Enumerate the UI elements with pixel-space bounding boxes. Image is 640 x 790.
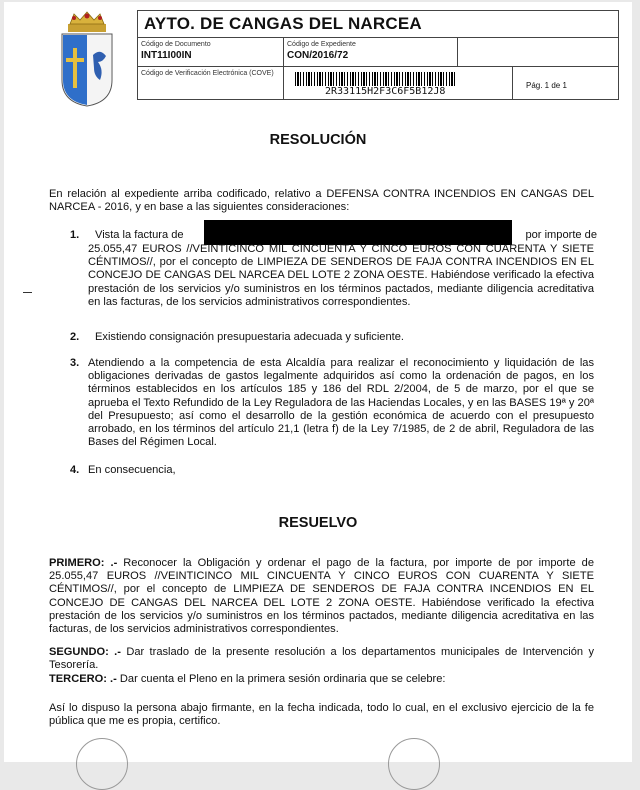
cove-code: 2R33115H2F3C6F5B12J8 bbox=[325, 86, 446, 97]
document-header bbox=[137, 10, 619, 100]
resolucion-title: RESOLUCIÓN bbox=[269, 132, 367, 148]
item-1-number: 1. bbox=[70, 229, 80, 241]
primero-text: Reconocer la Obligación y ordenar el pago de la factura, por importe de por importe de 25.055,47 EUROS //VEINTICINCO MIL CINCUENTA Y CINCO EUROS CON CUARENTA Y SIETE CÉNTIMOS//, por el concepto de LIMPIEZA DE SENDEROS DE FAJA CONTRA INCENDIOS EN EL CONCEJO DE CANGAS DEL NARCEA DEL LOTE 2 ZONA OESTE. Habiéndose verificado la efectiva prestación de los servicios y/o suministros en los términos pactados, mediante diligencia acreditativa en las facturas, de los servicios administrativos correspondientes. bbox=[49, 557, 594, 636]
org-name: AYTO. DE CANGAS DEL NARCEA bbox=[138, 11, 618, 38]
cove-label: Código de Verificación Electrónica (COVE) bbox=[141, 70, 274, 77]
primero-paragraph bbox=[49, 557, 594, 636]
item-3-number: 3. bbox=[70, 357, 80, 369]
item-1-start: Vista la factura de bbox=[95, 229, 184, 241]
resuelvo-title: RESUELVO bbox=[278, 515, 358, 531]
seal-stamp bbox=[388, 738, 440, 790]
item-2-number: 2. bbox=[70, 331, 80, 343]
redaction-block bbox=[204, 220, 512, 245]
seal-stamp bbox=[76, 738, 128, 790]
item-4-number: 4. bbox=[70, 464, 80, 476]
segundo-paragraph bbox=[49, 646, 594, 672]
tercero-paragraph bbox=[49, 673, 594, 686]
tercero-text: Dar cuenta el Pleno en la primera sesión ordinaria que se celebre: bbox=[119, 673, 446, 685]
file-code: CON/2016/72 bbox=[287, 50, 349, 61]
item-3-text: Atendiendo a la competencia de esta Alcaldía para realizar el reconocimiento y liquidación de las obligaciones derivadas de gastos legalmente adquiridos así como la ordenación de pagos, en los términos establecidos en los artículos 185 y 186 del RDL 2/2004, de 5 de marzo, por el que se aprueba el Texto Refundido de la Ley Reguladora de las Haciendas Locales, y en las BASES 19ª y 20ª del Presupuesto; así como el desarrollo de la gestión económica de acuerdo con el presupuesto arrobado, en los términos del artículo 21,1 (letra f) de la Ley 7/1985, de 2 de abril, Reguladora de las Bases del Régimen Local. bbox=[88, 357, 594, 449]
closing-paragraph: Así lo dispuso la persona abajo firmante, en la fecha indicada, todo lo cual, en el exclusivo ejercicio de la fe pública que me es propia, certifico. bbox=[49, 702, 594, 728]
doc-code: INT11I00IN bbox=[141, 50, 192, 61]
margin-mark bbox=[23, 292, 32, 293]
tercero-label: TERCERO: .- bbox=[49, 673, 117, 685]
segundo-text: Dar traslado de la presente resolución a los departamentos municipales de Intervención y Tesorería. bbox=[49, 646, 594, 672]
segundo-label: SEGUNDO: .- bbox=[49, 646, 121, 658]
item-4-text: En consecuencia, bbox=[88, 464, 176, 476]
coat-of-arms-logo bbox=[56, 10, 118, 108]
primero-label: PRIMERO: .- bbox=[49, 557, 118, 569]
file-code-label: Código de Expediente bbox=[287, 41, 356, 48]
item-1-text: 25.055,47 EUROS //VEINTICINCO MIL CINCUENTA Y CINCO EUROS CON CUARENTA Y SIETE CÉNTIMOS//, por el concepto de LIMPIEZA DE SENDEROS DE FAJA CONTRA INCENDIOS EN EL CONCEJO DE CANGAS DEL NARCEA DEL LOTE 2 ZONA OESTE. Habiéndose verificado la efectiva prestación de los servicios y/o suministros en los términos pactados, mediante diligencia acreditativa en las facturas, de los servicios administrativos correspondientes. bbox=[88, 243, 594, 308]
intro-paragraph: En relación al expediente arriba codificado, relativo a DEFENSA CONTRA INCENDIOS EN CANGAS DEL NARCEA - 2016, y en base a las siguientes consideraciones: bbox=[49, 188, 594, 214]
doc-code-label: Código de Documento bbox=[141, 41, 211, 48]
document-page bbox=[4, 2, 632, 762]
page-number: Pág. 1 de 1 bbox=[526, 81, 567, 90]
item-2-text: Existiendo consignación presupuestaria adecuada y suficiente. bbox=[95, 331, 404, 343]
barcode bbox=[295, 72, 455, 86]
item-1-amount-label: por importe de bbox=[525, 229, 597, 241]
